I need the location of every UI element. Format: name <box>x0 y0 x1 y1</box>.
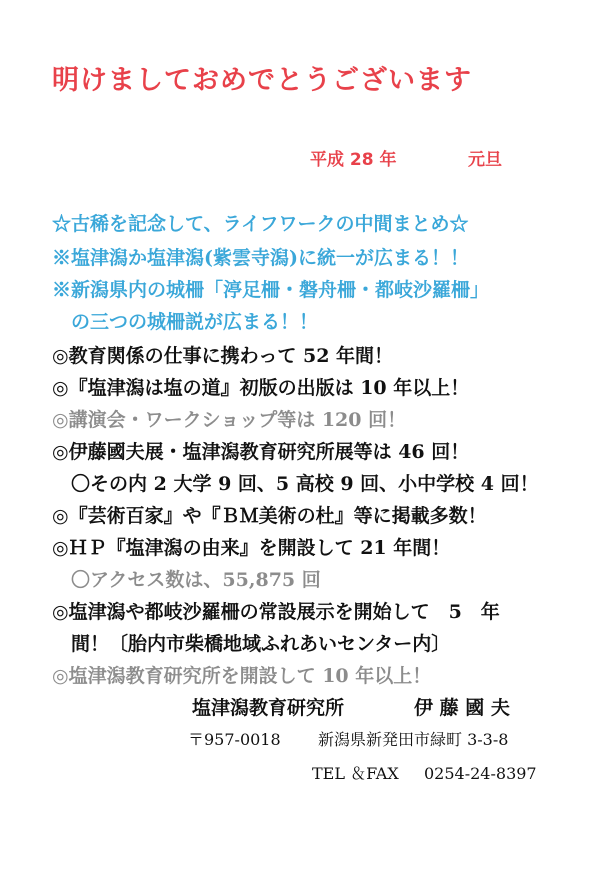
list-item: ◎講演会・ワークショップ等は 120 回！ <box>52 409 407 431</box>
list-item: 〇アクセス数は、55,875 回 <box>52 569 321 591</box>
organization-name: 塩津潟教育研究所 <box>192 697 345 719</box>
note-line: の三つの城柵説が広まる！！ <box>52 311 319 333</box>
list-item: ◎塩津潟教育研究所を開設して 10 年以上！ <box>52 665 432 687</box>
tel-number: 0254-24-8397 <box>424 764 537 783</box>
headline: ☆古稀を記念して、ライフワークの中間まとめ☆ <box>52 213 469 235</box>
list-item: ◎『芸術百家』や『ＢＭ美術の杜』等に掲載多数！ <box>52 505 487 527</box>
date-era: 平成 28 年 <box>310 150 397 170</box>
address: 新潟県新発田市緑町 3-3-8 <box>318 730 509 749</box>
person-name: 伊 藤 國 夫 <box>414 697 510 719</box>
list-item: ◎ＨＰ『塩津潟の由来』を開設して 21 年間！ <box>52 537 451 559</box>
list-item: ◎教育関係の仕事に携わって 52 年間！ <box>52 345 394 367</box>
list-item: ◎塩津潟や都岐沙羅柵の常設展示を開始して 5 年 <box>52 601 500 623</box>
date-day: 元旦 <box>468 150 502 170</box>
list-item: 〇その内 2 大学 9 回、5 高校 9 回、小中学校 4 回！ <box>52 473 539 495</box>
note-line: ※新潟県内の城柵「渟足柵・磐舟柵・都岐沙羅柵」 <box>52 279 490 301</box>
list-item: 間！〔胎内市柴橋地域ふれあいセンター内〕 <box>52 633 451 655</box>
list-item: ◎伊藤國夫展・塩津潟教育研究所展等は 46 回！ <box>52 441 470 463</box>
greeting-title: 明けましておめでとうございます <box>52 65 472 96</box>
note-line: ※塩津潟か塩津潟(紫雲寺潟)に統一が広まる！！ <box>52 247 469 269</box>
tel-label: TEL ＆FAX <box>312 764 399 783</box>
list-item: ◎『塩津潟は塩の道』初版の出版は 10 年以上！ <box>52 377 470 399</box>
postal-code: 〒957-0018 <box>188 730 281 749</box>
